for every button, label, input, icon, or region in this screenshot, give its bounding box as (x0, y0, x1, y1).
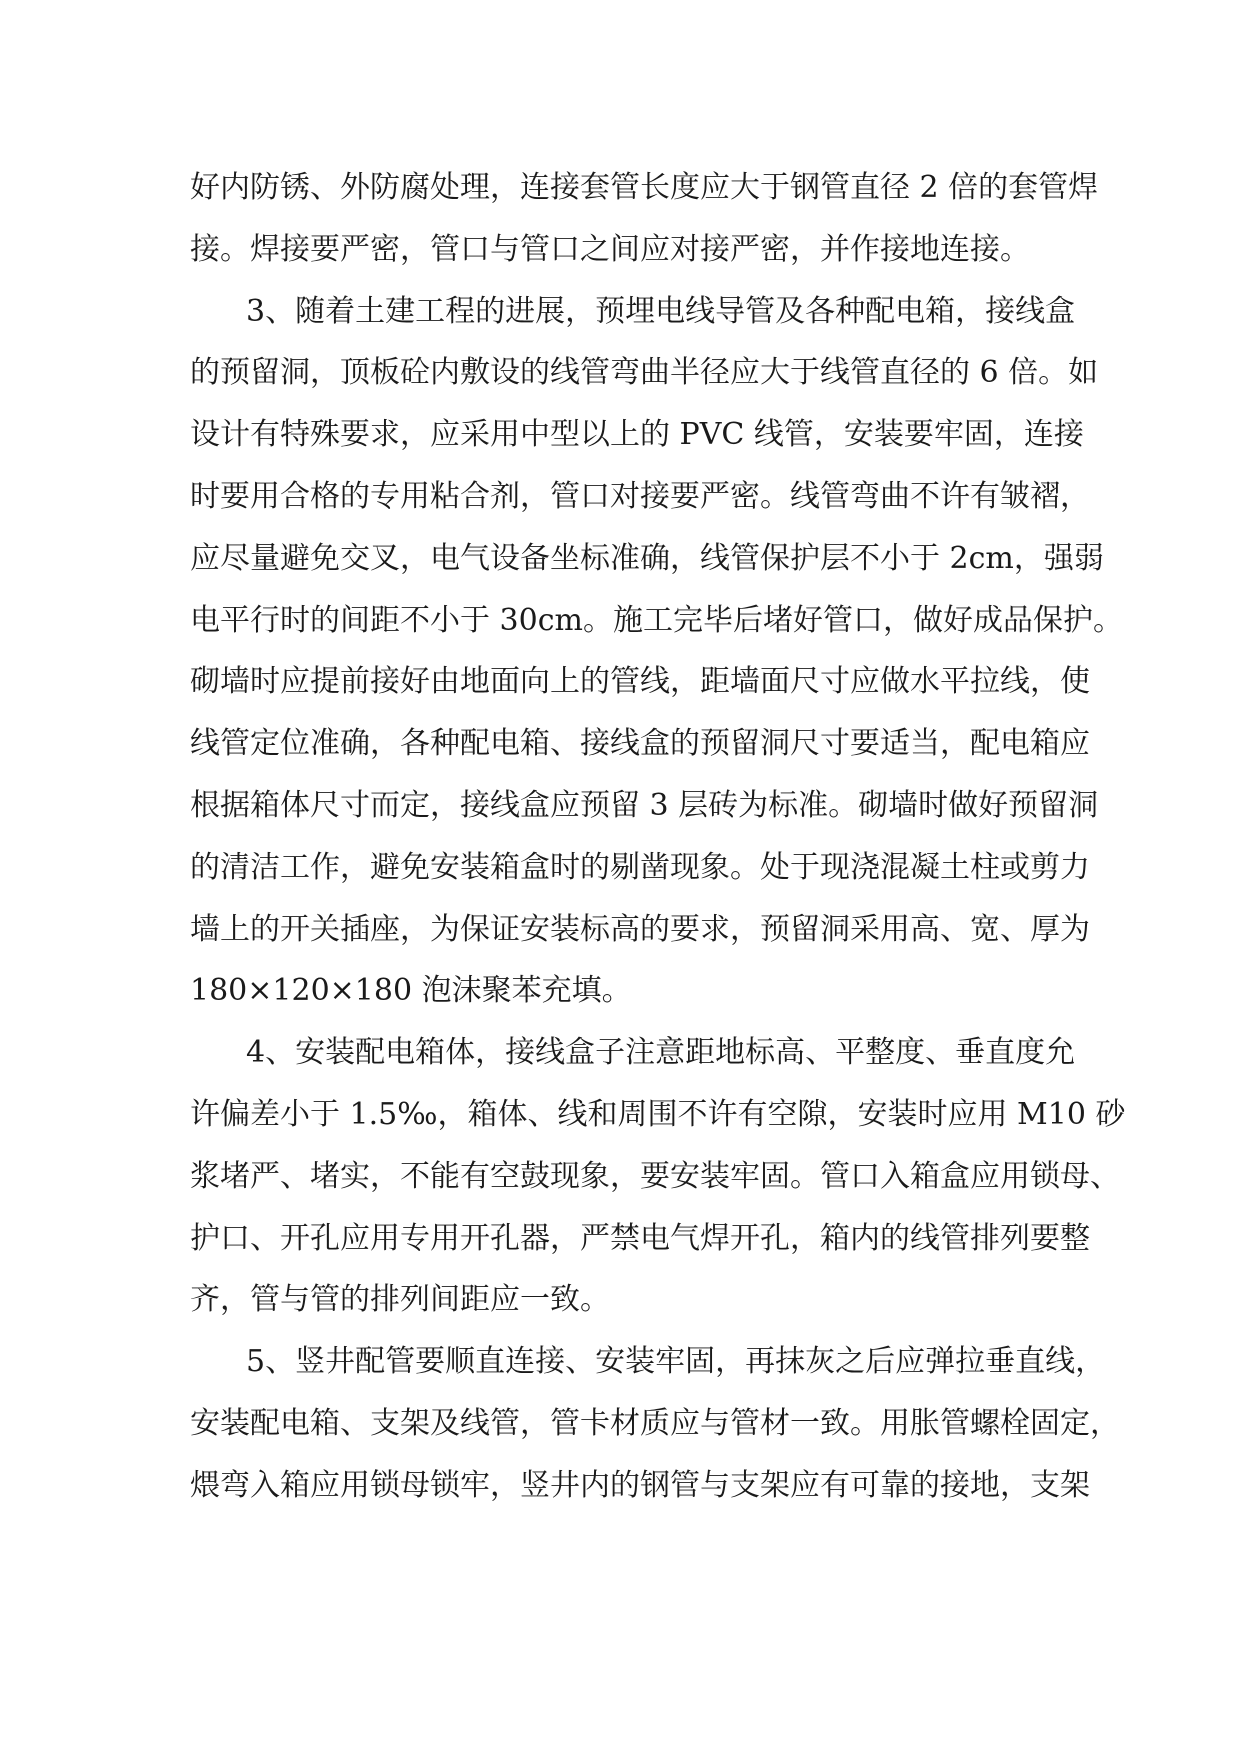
text-line: 电平行时的间距不小于 30cm。施工完毕后堵好管口，做好成品保护。 (190, 602, 1123, 638)
text-line: 浆堵严、堵实，不能有空鼓现象，要安装牢固。管口入箱盒应用锁母、 (190, 1158, 1120, 1194)
body-text (190, 157, 1126, 1517)
text-line: 180×120×180 泡沫聚苯充填。 (190, 973, 632, 1009)
text-line: 5、竖井配管要顺直连接、安装牢固，再抹灰之后应弹拉垂直线， (246, 1344, 1106, 1380)
text-line: 应尽量避免交叉，电气设备坐标准确，线管保护层不小于 2cm，强弱 (190, 540, 1104, 576)
text-line: 根据箱体尺寸而定，接线盒应预留 3 层砖为标准。砌墙时做好预留洞 (190, 787, 1099, 823)
text-line: 煨弯入箱应用锁母锁牢，竖井内的钢管与支架应有可靠的接地，支架 (190, 1467, 1090, 1503)
text-line: 线管定位准确，各种配电箱、接线盒的预留洞尺寸要适当，配电箱应 (190, 726, 1090, 762)
text-line: 齐，管与管的排列间距应一致。 (190, 1282, 610, 1318)
text-line: 4、安装配电箱体，接线盒子注意距地标高、平整度、垂直度允 (246, 1035, 1076, 1071)
text-line: 接。焊接要严密，管口与管口之间应对接严密，并作接地连接。 (190, 231, 1030, 267)
text-line: 时要用合格的专用粘合剂，管口对接要严密。线管弯曲不许有皱褶， (190, 478, 1090, 514)
text-line: 安装配电箱、支架及线管，管卡材质应与管材一致。用胀管螺栓固定， (190, 1405, 1120, 1441)
text-line: 3、随着土建工程的进展，预埋电线导管及各种配电箱，接线盒 (246, 293, 1076, 329)
text-line: 砌墙时应提前接好由地面向上的管线，距墙面尺寸应做水平拉线，使 (190, 664, 1090, 700)
text-line: 设计有特殊要求，应采用中型以上的 PVC 线管，安装要牢固，连接 (190, 417, 1084, 453)
text-line: 的预留洞，顶板砼内敷设的线管弯曲半径应大于线管直径的 6 倍。如 (190, 355, 1099, 391)
text-line: 许偏差小于 1.5‰，箱体、线和周围不许有空隙，安装时应用 M10 砂 (190, 1096, 1126, 1132)
text-line: 的清洁工作，避免安装箱盒时的剔凿现象。处于现浇混凝土柱或剪力 (190, 849, 1090, 885)
text-line: 护口、开孔应用专用开孔器，严禁电气焊开孔，箱内的线管排列要整 (190, 1220, 1090, 1256)
text-line: 好内防锈、外防腐处理，连接套管长度应大于钢管直径 2 倍的套管焊 (190, 170, 1099, 205)
text-line: 墙上的开关插座，为保证安装标高的要求，预留洞采用高、宽、厚为 (190, 911, 1090, 947)
